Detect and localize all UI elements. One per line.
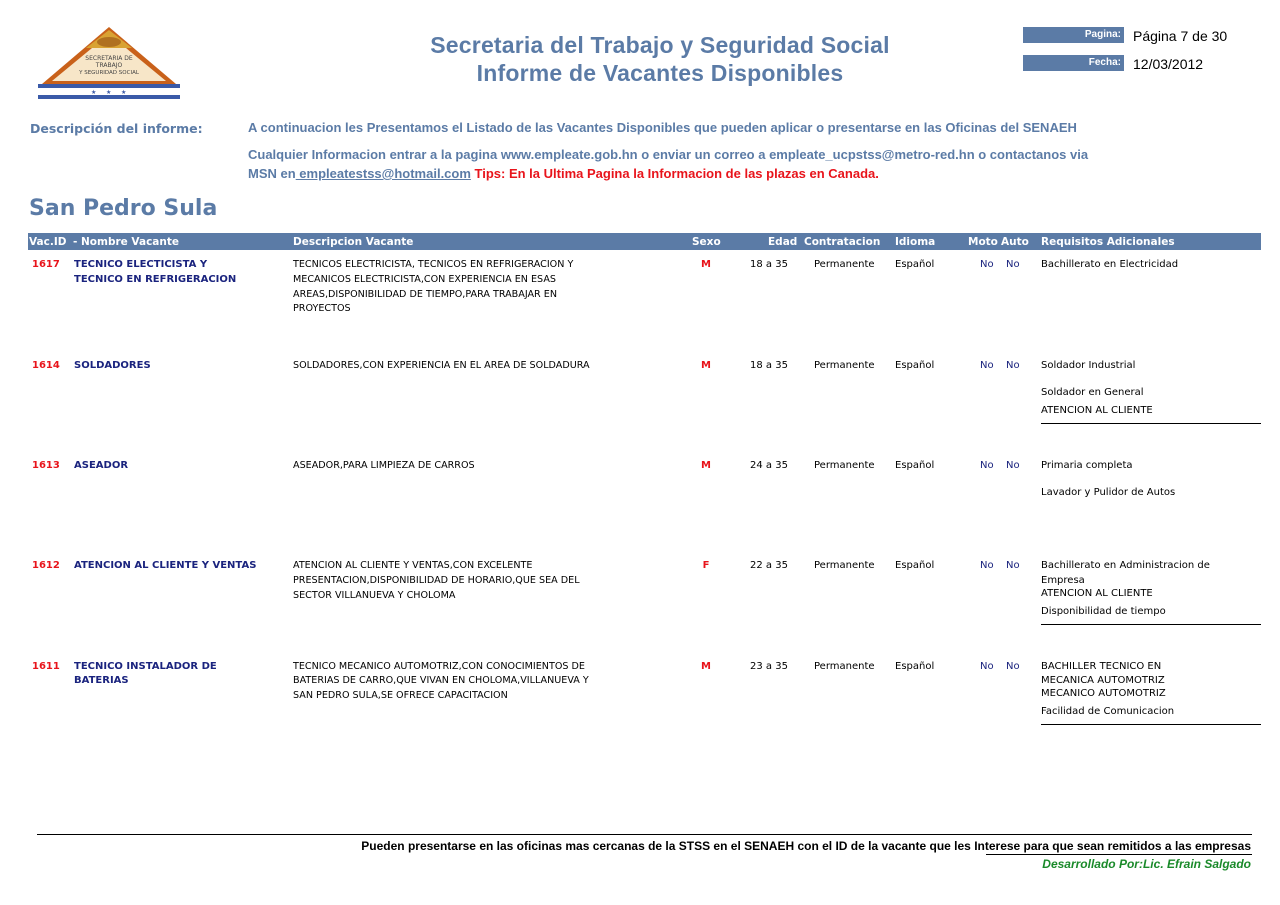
vacancy-name: TECNICO EN REFRIGERACION [74, 274, 237, 285]
vacancy-name: ASEADOR [74, 460, 129, 471]
vacancy-req: Bachillerato en Administracion de [1041, 560, 1210, 571]
page-value: Página 7 de 30 [1133, 28, 1228, 44]
vacancy-moto: No [980, 259, 994, 270]
vacancy-req: Facilidad de Comunicacion [1041, 706, 1175, 717]
vacancy-auto: No [1006, 560, 1020, 571]
vacancy-contract: Permanente [814, 661, 875, 672]
vacancy-req: Lavador y Pulidor de Autos [1041, 487, 1176, 498]
date-label: Fecha: [1023, 55, 1124, 71]
footer-underline [986, 854, 1252, 855]
vacancy-auto: No [1006, 360, 1020, 371]
vacancy-req: Disponibilidad de tiempo [1041, 606, 1166, 617]
vacancy-req: MECANICA AUTOMOTRIZ [1041, 675, 1165, 686]
svg-text:SECRETARIA DE: SECRETARIA DE [85, 55, 133, 62]
col-header-contract: Contratacion [804, 236, 881, 248]
vacancy-auto: No [1006, 661, 1020, 672]
vacancy-req: MECANICO AUTOMOTRIZ [1041, 688, 1166, 699]
vacancy-desc: SAN PEDRO SULA,SE OFRECE CAPACITACION [293, 690, 508, 701]
description-line-3 [248, 166, 879, 181]
vacancy-id: 1612 [32, 560, 60, 571]
vacancy-name: TECNICO ELECTICISTA Y [74, 259, 208, 270]
page-label: Pagina: [1023, 27, 1124, 43]
vacancy-desc: MECANICOS ELECTRICISTA,CON EXPERIENCIA EN ESAS [293, 274, 556, 285]
vacancy-desc: BATERIAS DE CARRO,QUE VIVAN EN CHOLOMA,VILLANUEVA Y [293, 675, 589, 686]
description-line-1: A continuacion les Presentamos el Listado de las Vacantes Disponibles que pueden aplicar o presentarse en las Oficinas del SENAEH [248, 120, 1077, 135]
city-heading: San Pedro Sula [29, 196, 218, 221]
vacancy-name: TECNICO INSTALADOR DE [74, 661, 217, 672]
vacancy-moto: No [980, 360, 994, 371]
vacancy-lang: Español [895, 560, 935, 571]
date-value: 12/03/2012 [1133, 56, 1204, 72]
col-header-auto: Auto [1001, 236, 1029, 248]
tips-text: Tips: En la Ultima Pagina la Informacion de las plazas en Canada. [474, 166, 879, 181]
vacancy-moto: No [980, 460, 994, 471]
stss-logo [36, 24, 182, 102]
vacancy-lang: Español [895, 460, 935, 471]
description-line-2: Cualquier Informacion entrar a la pagina www.empleate.gob.hn o enviar un correo a empleate_ucpstss@metro-red.hn o contactanos via [248, 147, 1089, 162]
vacancy-sex: M [701, 460, 711, 471]
svg-text:★: ★ [121, 89, 127, 96]
vacancy-desc: SOLDADORES,CON EXPERIENCIA EN EL AREA DE SOLDADURA [293, 360, 590, 371]
svg-text:★: ★ [106, 89, 112, 96]
vacancy-id: 1617 [32, 259, 60, 270]
msn-prefix: MSN en [248, 166, 296, 181]
vacancy-name: ATENCION AL CLIENTE Y VENTAS [74, 560, 257, 571]
vacancy-lang: Español [895, 259, 935, 270]
vacancy-auto: No [1006, 460, 1020, 471]
vacancy-lang: Español [895, 661, 935, 672]
footer-note: Pueden presentarse en las oficinas mas cercanas de la STSS en el SENAEH con el ID de la vacante que les Interese para que sean remitidos a las empresas [361, 839, 1251, 853]
col-header-lang: Idioma [895, 236, 936, 248]
req-divider [1041, 423, 1261, 424]
description-label: Descripción del informe: [30, 121, 203, 136]
col-header-age: Edad [768, 236, 798, 248]
vacancy-moto: No [980, 661, 994, 672]
footer-divider [37, 834, 1252, 835]
req-divider [1041, 624, 1261, 625]
vacancy-sex: F [702, 560, 710, 571]
report-subtitle: Informe de Vacantes Disponibles [476, 60, 844, 86]
vacancy-req: Soldador en General [1041, 387, 1144, 398]
report-title: Secretaria del Trabajo y Seguridad Social [430, 32, 890, 58]
vacancy-age: 24 a 35 [750, 460, 788, 471]
vacancy-req: Primaria completa [1041, 460, 1133, 471]
col-header-name: - Nombre Vacante [73, 236, 179, 248]
vacancy-req: Empresa [1041, 575, 1085, 586]
vacancy-name: SOLDADORES [74, 360, 151, 371]
vacancy-name: BATERIAS [74, 675, 129, 686]
vacancy-req: Soldador Industrial [1041, 360, 1136, 371]
vacancy-contract: Permanente [814, 560, 875, 571]
vacancy-contract: Permanente [814, 259, 875, 270]
vacancy-age: 22 a 35 [750, 560, 788, 571]
svg-text:★: ★ [91, 89, 97, 96]
col-header-desc: Descripcion Vacante [293, 236, 414, 248]
vacancy-desc: SECTOR VILLANUEVA Y CHOLOMA [293, 590, 456, 601]
vacancy-age: 18 a 35 [750, 259, 788, 270]
vacancy-desc: PROYECTOS [293, 303, 351, 314]
vacancy-sex: M [701, 661, 711, 672]
vacancy-moto: No [980, 560, 994, 571]
col-header-sex: Sexo [692, 236, 721, 248]
vacancy-req: BACHILLER TECNICO EN [1041, 661, 1162, 672]
col-header-req: Requisitos Adicionales [1041, 236, 1175, 248]
col-header-moto: Moto [968, 236, 998, 248]
footer-developer: Desarrollado Por:Lic. Efrain Salgado [1042, 857, 1251, 871]
svg-text:Y SEGURIDAD SOCIAL: Y SEGURIDAD SOCIAL [79, 70, 139, 76]
vacancy-lang: Español [895, 360, 935, 371]
vacancy-sex: M [701, 259, 711, 270]
msn-email-link[interactable]: empleatestss@hotmail.com [295, 166, 471, 181]
vacancy-auto: No [1006, 259, 1020, 270]
vacancy-desc: ATENCION AL CLIENTE Y VENTAS,CON EXCELENTE [293, 560, 533, 571]
svg-text:TRABAJO: TRABAJO [95, 62, 123, 69]
vacancy-age: 23 a 35 [750, 661, 788, 672]
req-divider [1041, 724, 1261, 725]
vacancy-desc: AREAS,DISPONIBILIDAD DE TIEMPO,PARA TRABAJAR EN [293, 289, 558, 300]
vacancy-req: ATENCION AL CLIENTE [1041, 588, 1153, 599]
vacancy-req: Bachillerato en Electricidad [1041, 259, 1179, 270]
vacancy-contract: Permanente [814, 360, 875, 371]
vacancy-desc: ASEADOR,PARA LIMPIEZA DE CARROS [293, 460, 475, 471]
vacancy-contract: Permanente [814, 460, 875, 471]
col-header-id: Vac.ID [29, 236, 67, 248]
vacancy-id: 1613 [32, 460, 60, 471]
vacancy-desc: TECNICOS ELECTRICISTA, TECNICOS EN REFRIGERACION Y [293, 259, 574, 270]
vacancy-req: ATENCION AL CLIENTE [1041, 405, 1153, 416]
vacancy-id: 1614 [32, 360, 60, 371]
vacancy-age: 18 a 35 [750, 360, 788, 371]
vacancy-sex: M [701, 360, 711, 371]
vacancy-desc: TECNICO MECANICO AUTOMOTRIZ,CON CONOCIMIENTOS DE [293, 661, 585, 672]
vacancy-desc: PRESENTACION,DISPONIBILIDAD DE HORARIO,QUE SEA DEL [293, 575, 580, 586]
vacancy-id: 1611 [32, 661, 60, 672]
